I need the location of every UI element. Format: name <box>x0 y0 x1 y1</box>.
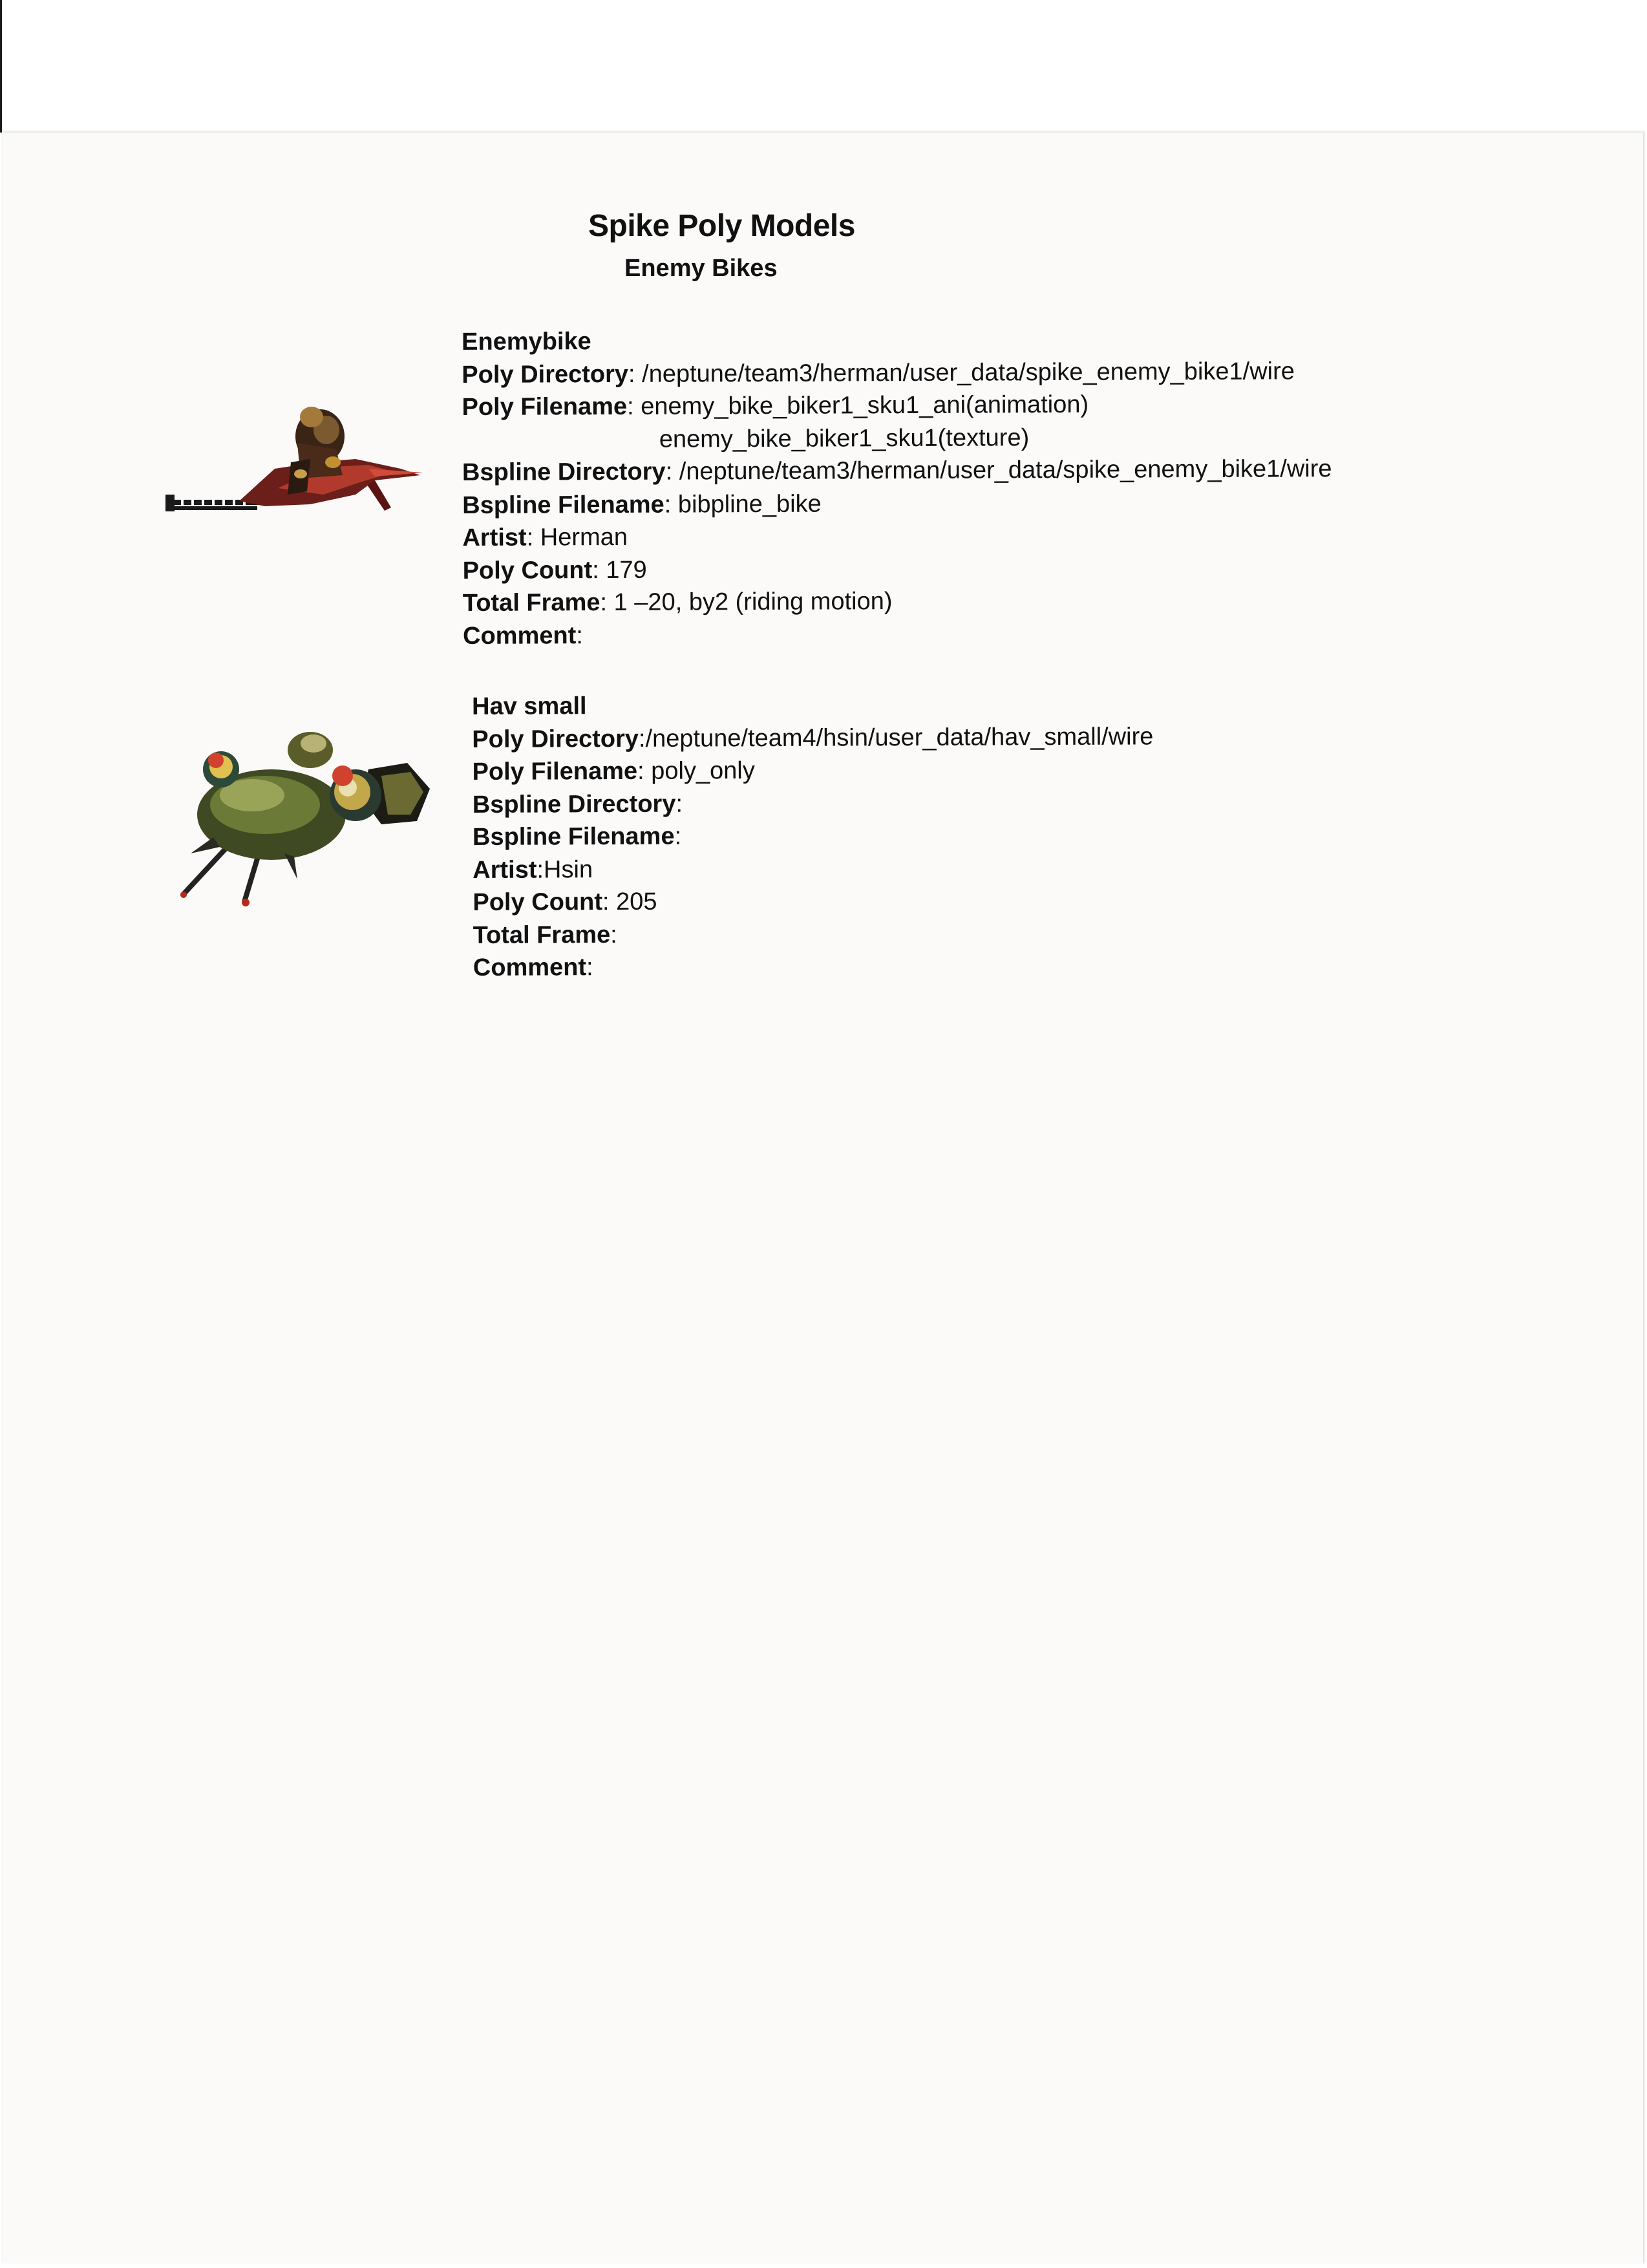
scan-border <box>0 0 2 133</box>
page-title: Spike Poly Models <box>588 209 855 243</box>
model-entry-hav-small: Hav small Poly Directory:/neptune/team4/hsin/user_data/hav_small/wire Poly Filename: poly_only Bspline Directory: Bspline Filename: Artist:Hsin Poly Count: 205 Total Frame: Comment: <box>472 692 1154 981</box>
poly-filename-label: Poly Filename <box>462 392 628 421</box>
hav-small-render-icon <box>175 724 436 918</box>
total-frame-value: 1 –20, by2 (riding motion) <box>613 588 893 616</box>
poly-directory-value: /neptune/team3/herman/user_data/spike_enemy_bike1/wire <box>642 357 1295 388</box>
artist-value: Herman <box>540 523 628 551</box>
bspline-filename-label: Bspline Filename <box>472 822 675 851</box>
artist-value: Hsin <box>543 855 593 884</box>
poly-count-label: Poly Count <box>462 556 593 584</box>
poly-filename-value-2: enemy_bike_biker1_sku1(texture) <box>659 423 1030 453</box>
comment-label: Comment <box>473 954 587 981</box>
model-name: Hav small <box>472 692 587 720</box>
model-name: Enemybike <box>462 328 591 356</box>
bspline-filename-label: Bspline Filename <box>462 491 664 519</box>
poly-count-value: 205 <box>616 888 657 916</box>
poly-directory-label: Poly Directory <box>472 725 639 753</box>
page-subtitle: Enemy Bikes <box>624 255 778 282</box>
artist-label: Artist <box>473 856 537 884</box>
artist-label: Artist <box>462 524 527 551</box>
model-entry-enemybike: Enemybike Poly Directory: /neptune/team3/herman/user_data/spike_enemy_bike1/wire Poly Filename: enemy_bike_biker1_sku1_ani(animation) enemy_bike_biker1_sku1(texture) Bspline Directory: /neptune/team3/herman/user_data/spike_enemy_bike1/wire Bspline Filename: bibpline_bike Artist: Herman Poly Count: 179 Total Frame: 1 –20, by2 (riding motion) Comment: <box>462 328 1332 650</box>
total-frame-label: Total Frame <box>473 921 611 949</box>
bspline-filename-value: bibpline_bike <box>677 490 822 519</box>
poly-filename-value: poly_only <box>651 757 755 785</box>
poly-directory-label: Poly Directory <box>462 360 629 389</box>
poly-filename-value: enemy_bike_biker1_sku1_ani(animation) <box>641 390 1089 420</box>
paper-edge <box>1643 133 1644 2263</box>
poly-count-label: Poly Count <box>473 888 603 916</box>
bspline-directory-label: Bspline Directory <box>472 790 676 818</box>
poly-count-value: 179 <box>606 556 647 584</box>
enemy-bike-render-icon <box>162 398 433 527</box>
comment-label: Comment <box>463 621 577 650</box>
total-frame-label: Total Frame <box>462 589 600 617</box>
bspline-directory-label: Bspline Directory <box>462 458 666 486</box>
poly-filename-label: Poly Filename <box>472 757 638 786</box>
poly-directory-value: /neptune/team4/hsin/user_data/hav_small/wire <box>645 722 1154 753</box>
bspline-directory-value: /neptune/team3/herman/user_data/spike_enemy_bike1/wire <box>679 455 1332 486</box>
